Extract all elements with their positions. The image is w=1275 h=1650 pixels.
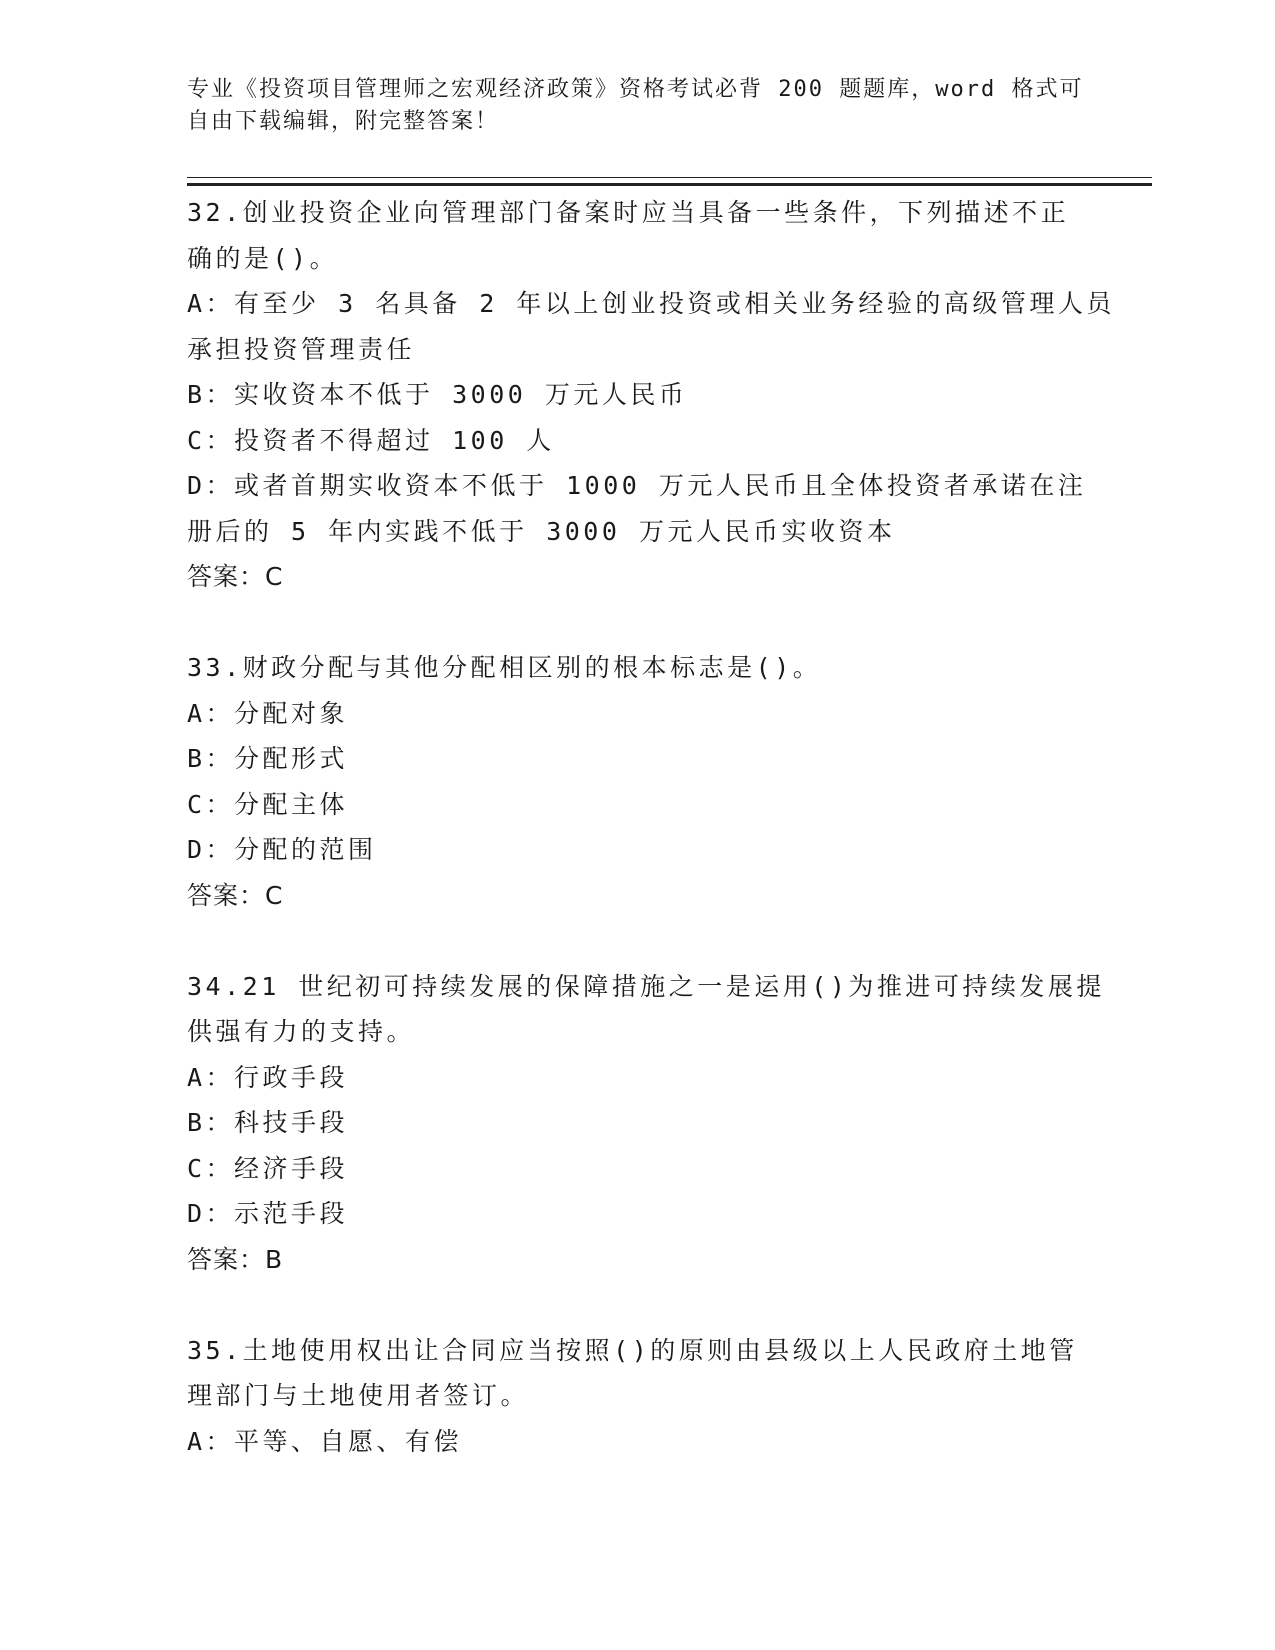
option-d-continued: 册后的 5 年内实践不低于 3000 万元人民币实收资本 — [187, 516, 896, 546]
option-d: D：分配的范围 — [187, 835, 377, 864]
question-list — [187, 190, 1115, 1464]
option-a: A：平等、自愿、有偿 — [187, 1426, 463, 1456]
option-c: C：经济手段 — [187, 1153, 349, 1183]
question-stem: 理部门与土地使用者签订。 — [187, 1381, 530, 1410]
option-b: B：分配形式 — [187, 744, 349, 773]
option-b: B：实收资本不低于 3000 万元人民币 — [187, 380, 688, 409]
option-c: C：投资者不得超过 100 人 — [187, 425, 555, 455]
option-a: A：分配对象 — [187, 698, 349, 728]
question-35 — [187, 1328, 1087, 1465]
answer: 答案：C — [187, 880, 284, 910]
option-c: C：分配主体 — [187, 789, 349, 819]
header-divider-thin — [187, 177, 1152, 178]
question-stem: 34.21 世纪初可持续发展的保障措施之一是运用()为推进可持续发展提 — [187, 971, 1105, 1001]
option-a: A：行政手段 — [187, 1062, 349, 1092]
question-32 — [187, 190, 1115, 600]
question-33 — [187, 645, 1087, 918]
question-stem: 确的是()。 — [187, 243, 339, 273]
question-stem: 35.土地使用权出让合同应当按照()的原则由县级以上人民政府土地管 — [187, 1335, 1078, 1365]
option-d: D：或者首期实收资本不低于 1000 万元人民币且全体投资者承诺在注 — [187, 471, 1087, 500]
header-line: 自由下载编辑，附完整答案！ — [187, 109, 500, 134]
header-divider-thick — [187, 183, 1152, 186]
header-line: 专业《投资项目管理师之宏观经济政策》资格考试必背 200 题题库，word 格式可 — [187, 77, 1084, 102]
question-stem: 供强有力的支持。 — [187, 1017, 416, 1046]
answer: 答案：C — [187, 562, 284, 591]
option-b: B：科技手段 — [187, 1108, 349, 1137]
question-34 — [187, 964, 1105, 1283]
option-d: D：示范手段 — [187, 1199, 349, 1228]
option-a-continued: 承担投资管理责任 — [187, 334, 416, 364]
answer: 答案：B — [187, 1244, 284, 1274]
option-a: A：有至少 3 名具备 2 年以上创业投资或相关业务经验的高级管理人员 — [187, 289, 1115, 318]
document-header — [187, 74, 1087, 138]
question-stem: 33.财政分配与其他分配相区别的根本标志是()。 — [187, 653, 822, 682]
question-stem: 32.创业投资企业向管理部门备案时应当具备一些条件，下列描述不正 — [187, 198, 1070, 227]
